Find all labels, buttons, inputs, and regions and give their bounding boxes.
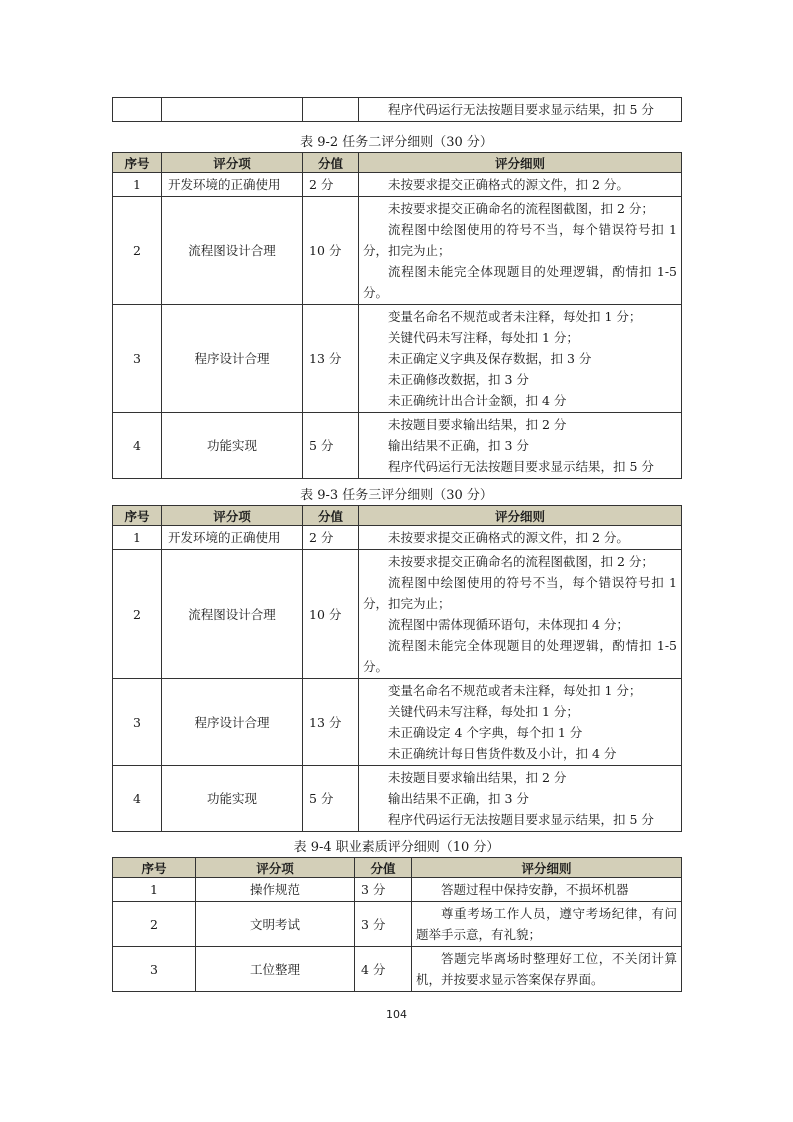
cell-no: 2	[113, 902, 196, 947]
table-caption: 表 9-2 任务二评分细则（30 分）	[300, 135, 493, 150]
header-details: 评分细则	[359, 506, 682, 526]
cell-score: 3 分	[355, 902, 412, 947]
cell-score: 2 分	[303, 173, 359, 197]
cell-details: 答题完毕离场时整理好工位，不关闭计算机，并按要求显示答案保存界面。	[412, 947, 682, 992]
page-number: 104	[386, 1008, 407, 1021]
cell-score: 13 分	[303, 679, 359, 766]
table-row	[113, 902, 682, 947]
header-no: 序号	[113, 506, 162, 526]
cell-no: 2	[113, 197, 162, 305]
header-no: 序号	[113, 153, 162, 173]
cell-item: 程序设计合理	[162, 305, 303, 413]
header-score: 分值	[355, 858, 412, 878]
cell-details: 未按要求提交正确格式的源文件，扣 2 分。	[359, 526, 682, 550]
cell-item: 流程图设计合理	[162, 550, 303, 679]
cell-item: 开发环境的正确使用	[162, 173, 303, 197]
table-row	[113, 766, 682, 832]
cell-no: 2	[113, 550, 162, 679]
header-details: 评分细则	[412, 858, 682, 878]
cell-details: 未按要求提交正确命名的流程图截图，扣 2 分； 流程图中绘图使用的符号不当，每个错误符号扣 1 分，扣完为止； 流程图未能完全体现题目的处理逻辑，酌情扣 1-5 分。	[359, 197, 682, 305]
table-header-row	[113, 153, 682, 173]
cell-no: 1	[113, 878, 196, 902]
cell-details: 未按要求提交正确命名的流程图截图，扣 2 分； 流程图中绘图使用的符号不当，每个错误符号扣 1 分，扣完为止； 流程图中需体现循环语句，未体现扣 4 分； 流程图未能完全体现题目的处理逻辑，酌情扣 1-5 分。	[359, 550, 682, 679]
cell-item: 操作规范	[196, 878, 355, 902]
cell-item: 开发环境的正确使用	[162, 526, 303, 550]
cell-score: 5 分	[303, 766, 359, 832]
cell-score: 10 分	[303, 550, 359, 679]
header-item: 评分项	[196, 858, 355, 878]
table-row	[113, 526, 682, 550]
cell-item: 文明考试	[196, 902, 355, 947]
cell-details: 变量名命名不规范或者未注释，每处扣 1 分； 关键代码未写注释，每处扣 1 分； 未正确定义字典及保存数据，扣 3 分 未正确修改数据，扣 3 分 未正确统计出合计金额，扣 4 分	[359, 305, 682, 413]
table-row	[113, 98, 682, 122]
cell-score: 10 分	[303, 197, 359, 305]
cell-item: 程序设计合理	[162, 679, 303, 766]
cell-no: 4	[113, 413, 162, 479]
cell-no: 3	[113, 947, 196, 992]
header-no: 序号	[113, 858, 196, 878]
cell-details: 答题过程中保持安静，不损坏机器	[412, 878, 682, 902]
table-caption: 表 9-4 职业素质评分细则（10 分）	[293, 840, 500, 855]
previous-table-tail	[112, 97, 682, 122]
header-item: 评分项	[162, 153, 303, 173]
table-header-row	[113, 506, 682, 526]
table-row	[113, 305, 682, 413]
cell-item: 流程图设计合理	[162, 197, 303, 305]
cell-no: 1	[113, 526, 162, 550]
header-details: 评分细则	[359, 153, 682, 173]
header-item: 评分项	[162, 506, 303, 526]
cell-item: 工位整理	[196, 947, 355, 992]
cell-details: 未按题目要求输出结果，扣 2 分 输出结果不正确，扣 3 分 程序代码运行无法按题目要求显示结果，扣 5 分	[359, 766, 682, 832]
cell-score: 4 分	[355, 947, 412, 992]
table-row	[113, 947, 682, 992]
cell-score: 13 分	[303, 305, 359, 413]
cell-no: 4	[113, 766, 162, 832]
cell-score: 2 分	[303, 526, 359, 550]
cell-score: 5 分	[303, 413, 359, 479]
cell-details: 未按题目要求输出结果，扣 2 分 输出结果不正确，扣 3 分 程序代码运行无法按题目要求显示结果，扣 5 分	[359, 413, 682, 479]
cell-no: 3	[113, 679, 162, 766]
table-row	[113, 679, 682, 766]
cell-details: 程序代码运行无法按题目要求显示结果，扣 5 分	[359, 98, 682, 122]
header-score: 分值	[303, 506, 359, 526]
cell-details: 尊重考场工作人员，遵守考场纪律，有问题举手示意，有礼貌；	[412, 902, 682, 947]
cell-item: 功能实现	[162, 766, 303, 832]
header-score: 分值	[303, 153, 359, 173]
table-row	[113, 413, 682, 479]
table-row	[113, 173, 682, 197]
cell-item: 功能实现	[162, 413, 303, 479]
cell-details: 未按要求提交正确格式的源文件，扣 2 分。	[359, 173, 682, 197]
cell-details: 变量名命名不规范或者未注释，每处扣 1 分； 关键代码未写注释，每处扣 1 分； 未正确设定 4 个字典，每个扣 1 分 未正确统计每日售货件数及小计，扣 4 分	[359, 679, 682, 766]
cell-no: 1	[113, 173, 162, 197]
cell-score: 3 分	[355, 878, 412, 902]
cell-no: 3	[113, 305, 162, 413]
scoring-table-task3	[112, 505, 682, 832]
cell-score	[303, 98, 359, 122]
table-row	[113, 878, 682, 902]
table-row	[113, 550, 682, 679]
table-header-row	[113, 858, 682, 878]
cell-item	[162, 98, 303, 122]
table-caption: 表 9-3 任务三评分细则（30 分）	[300, 488, 493, 503]
scoring-table-task2	[112, 152, 682, 479]
scoring-table-professional	[112, 857, 682, 992]
table-row	[113, 197, 682, 305]
cell-no	[113, 98, 162, 122]
